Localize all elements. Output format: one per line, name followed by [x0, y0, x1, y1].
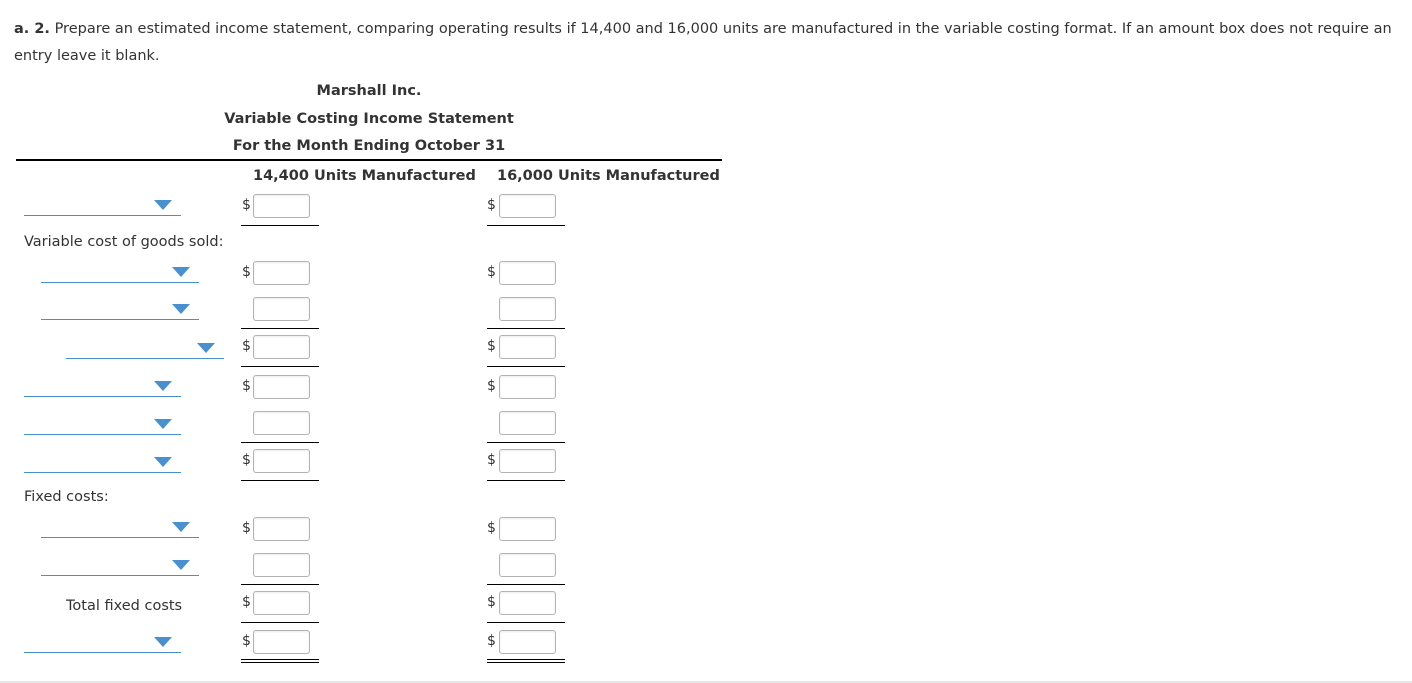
chevron-down-icon [172, 560, 190, 570]
row-11-col-2-input[interactable] [499, 630, 556, 654]
currency-symbol: $ [242, 338, 251, 354]
company-name: Marshall Inc. [316, 83, 422, 99]
instructions [14, 16, 1406, 70]
underline [487, 584, 565, 585]
underline [241, 584, 319, 585]
row-6-col-2-input[interactable] [499, 411, 556, 435]
row-1-col-1-input[interactable] [253, 194, 310, 218]
chevron-down-icon [154, 637, 172, 647]
row-11-account-dropdown[interactable] [24, 631, 181, 653]
column-header-16000: 16,000 Units Manufactured [497, 168, 720, 184]
column-header-14400: 14,400 Units Manufactured [253, 168, 476, 184]
variable-cogs-label: Variable cost of goods sold: [24, 234, 224, 250]
row-6-col-1-input[interactable] [253, 411, 310, 435]
row-8-account-dropdown[interactable] [41, 516, 199, 538]
row-4-col-1-input[interactable] [253, 335, 310, 359]
underline [487, 622, 565, 623]
underline [241, 225, 319, 226]
underline [241, 622, 319, 623]
chevron-down-icon [197, 343, 215, 353]
row-9-col-2-input[interactable] [499, 553, 556, 577]
statement-title: Variable Costing Income Statement [224, 111, 514, 127]
row-5-account-dropdown[interactable] [24, 375, 181, 397]
chevron-down-icon [172, 304, 190, 314]
row-6-account-dropdown[interactable] [24, 413, 181, 435]
row-8-col-1-input[interactable] [253, 517, 310, 541]
underline [241, 328, 319, 329]
currency-symbol: $ [242, 594, 251, 610]
row-4-col-2-input[interactable] [499, 335, 556, 359]
chevron-down-icon [172, 267, 190, 277]
currency-symbol: $ [487, 378, 496, 394]
underline [487, 442, 565, 443]
row-4-account-dropdown[interactable] [66, 337, 224, 359]
chevron-down-icon [154, 457, 172, 467]
chevron-down-icon [154, 419, 172, 429]
row-3-account-dropdown[interactable] [41, 298, 199, 320]
row-3-col-2-input[interactable] [499, 297, 556, 321]
currency-symbol: $ [487, 452, 496, 468]
currency-symbol: $ [487, 197, 496, 213]
underline [241, 366, 319, 367]
currency-symbol: $ [242, 197, 251, 213]
row-9-col-1-input[interactable] [253, 553, 310, 577]
row-11-col-1-input[interactable] [253, 630, 310, 654]
underline [487, 366, 565, 367]
chevron-down-icon [154, 381, 172, 391]
underline [241, 442, 319, 443]
currency-symbol: $ [242, 378, 251, 394]
currency-symbol: $ [487, 594, 496, 610]
currency-symbol: $ [242, 264, 251, 280]
chevron-down-icon [172, 522, 190, 532]
currency-symbol: $ [242, 452, 251, 468]
row-10-col-1-input[interactable] [253, 591, 310, 615]
row-7-col-2-input[interactable] [499, 449, 556, 473]
row-2-account-dropdown[interactable] [41, 261, 199, 283]
currency-symbol: $ [242, 633, 251, 649]
row-5-col-2-input[interactable] [499, 375, 556, 399]
row-2-col-1-input[interactable] [253, 261, 310, 285]
underline [487, 480, 565, 481]
header-rule [16, 159, 722, 161]
part-label: a. 2. [14, 21, 50, 37]
currency-symbol: $ [487, 264, 496, 280]
row-2-col-2-input[interactable] [499, 261, 556, 285]
row-5-col-1-input[interactable] [253, 375, 310, 399]
row-1-col-2-input[interactable] [499, 194, 556, 218]
currency-symbol: $ [487, 633, 496, 649]
row-10-col-2-input[interactable] [499, 591, 556, 615]
currency-symbol: $ [487, 520, 496, 536]
chevron-down-icon [154, 200, 172, 210]
row-1-account-dropdown[interactable] [24, 194, 181, 216]
currency-symbol: $ [242, 520, 251, 536]
row-8-col-2-input[interactable] [499, 517, 556, 541]
underline [241, 480, 319, 481]
total-fixed-costs-label: Total fixed costs [66, 598, 183, 614]
instructions-text: Prepare an estimated income statement, comparing operating results if 14,400 and 16,000 units are manufactured in the variable costing format. If an amount box does not require an entry leave it blank. [14, 21, 1392, 64]
double-underline [241, 659, 319, 663]
row-7-account-dropdown[interactable] [24, 451, 181, 473]
row-7-col-1-input[interactable] [253, 449, 310, 473]
underline [487, 328, 565, 329]
double-underline [487, 659, 565, 663]
statement-period: For the Month Ending October 31 [232, 138, 506, 154]
row-9-account-dropdown[interactable] [41, 554, 199, 576]
underline [487, 225, 565, 226]
row-3-col-1-input[interactable] [253, 297, 310, 321]
currency-symbol: $ [487, 338, 496, 354]
fixed-costs-label: Fixed costs: [24, 489, 109, 505]
